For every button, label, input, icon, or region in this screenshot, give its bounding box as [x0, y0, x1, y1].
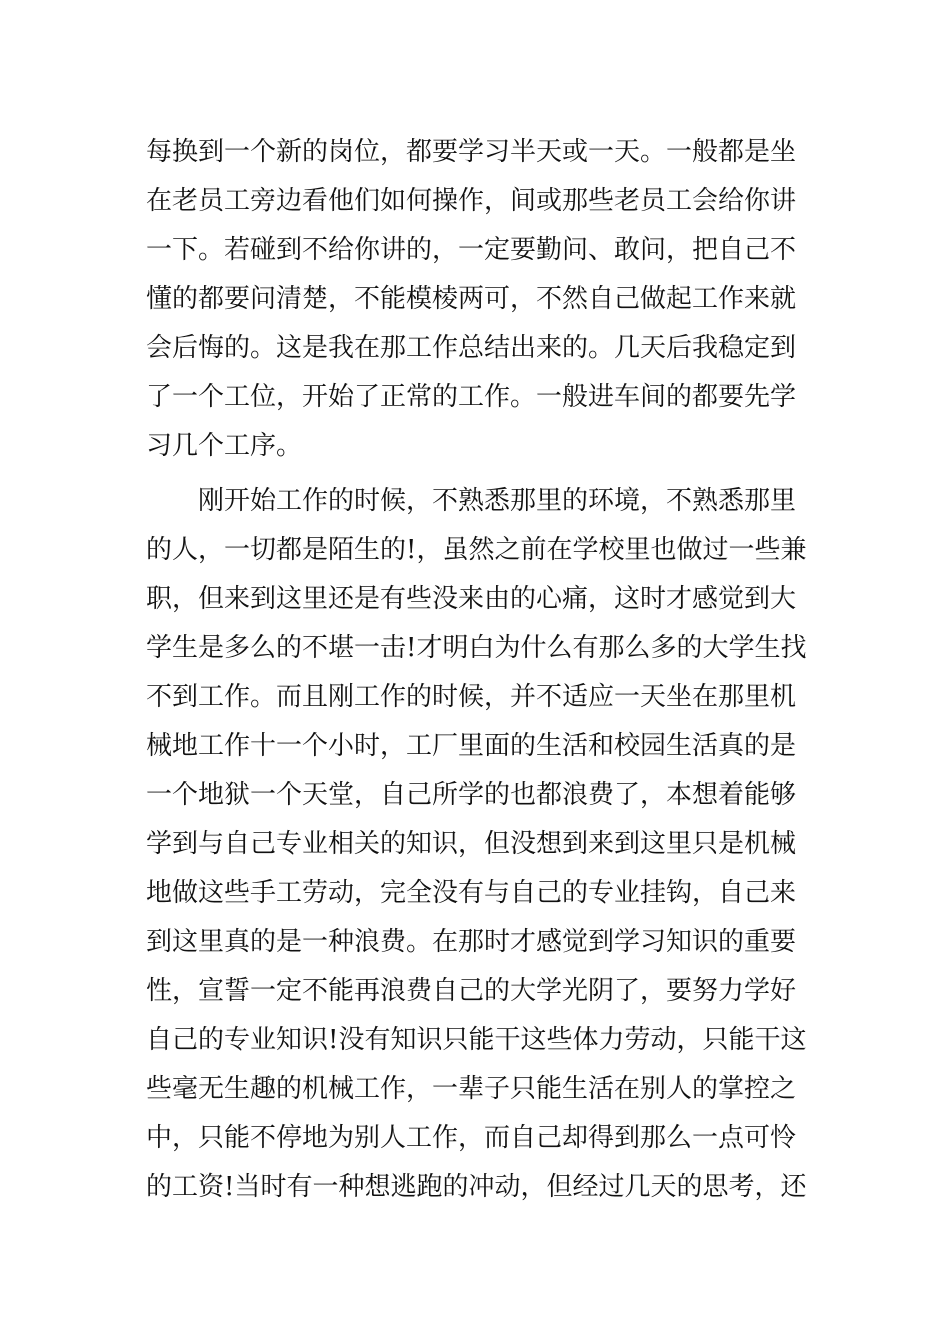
text-line: 习几个工序。: [146, 431, 303, 461]
text-line: 一下。若碰到不给你讲的，一定要勤问、敢问，把自己不: [146, 235, 797, 265]
paragraph-1: [146, 128, 810, 471]
text-line: 的工资!当时有一种想逃跑的冲动，但经过几天的思考，还: [146, 1172, 807, 1202]
text-line: 地做这些手工劳动，完全没有与自己的专业挂钩，自己来: [146, 878, 797, 908]
text-line: 会后悔的。这是我在那工作总结出来的。几天后我稳定到: [146, 333, 797, 363]
text-line: 中，只能不停地为别人工作，而自己却得到那么一点可怜: [146, 1123, 797, 1153]
text-line: 在老员工旁边看他们如何操作，间或那些老员工会给你讲: [146, 186, 797, 216]
text-line: 自己的专业知识!没有知识只能干这些体力劳动，只能干这: [146, 1025, 807, 1055]
text-line: 学到与自己专业相关的知识，但没想到来到这里只是机械: [146, 829, 797, 859]
text-line: 械地工作十一个小时，工厂里面的生活和校园生活真的是: [146, 731, 797, 761]
text-line: 些毫无生趣的机械工作，一辈子只能生活在别人的掌控之: [146, 1074, 797, 1104]
text-line: 一个地狱一个天堂，自己所学的也都浪费了，本想着能够: [146, 780, 797, 810]
paragraph-2: [146, 477, 810, 1212]
text-line: 学生是多么的不堪一击!才明白为什么有那么多的大学生找: [146, 633, 807, 663]
text-line: 职，但来到这里还是有些没来由的心痛，这时才感觉到大: [146, 584, 797, 614]
text-line: 的人，一切都是陌生的!，虽然之前在学校里也做过一些兼: [146, 535, 807, 565]
text-line: 到这里真的是一种浪费。在那时才感觉到学习知识的重要: [146, 927, 797, 957]
text-line: 每换到一个新的岗位，都要学习半天或一天。一般都是坐: [146, 137, 797, 167]
text-line: 懂的都要问清楚，不能模棱两可，不然自己做起工作来就: [146, 284, 797, 314]
text-line: 性，宣誓一定不能再浪费自己的大学光阴了，要努力学好: [146, 976, 797, 1006]
text-line: 刚开始工作的时候，不熟悉那里的环境，不熟悉那里: [146, 486, 797, 516]
text-line: 了一个工位，开始了正常的工作。一般进车间的都要先学: [146, 382, 797, 412]
text-line: 不到工作。而且刚工作的时候，并不适应一天坐在那里机: [146, 682, 797, 712]
